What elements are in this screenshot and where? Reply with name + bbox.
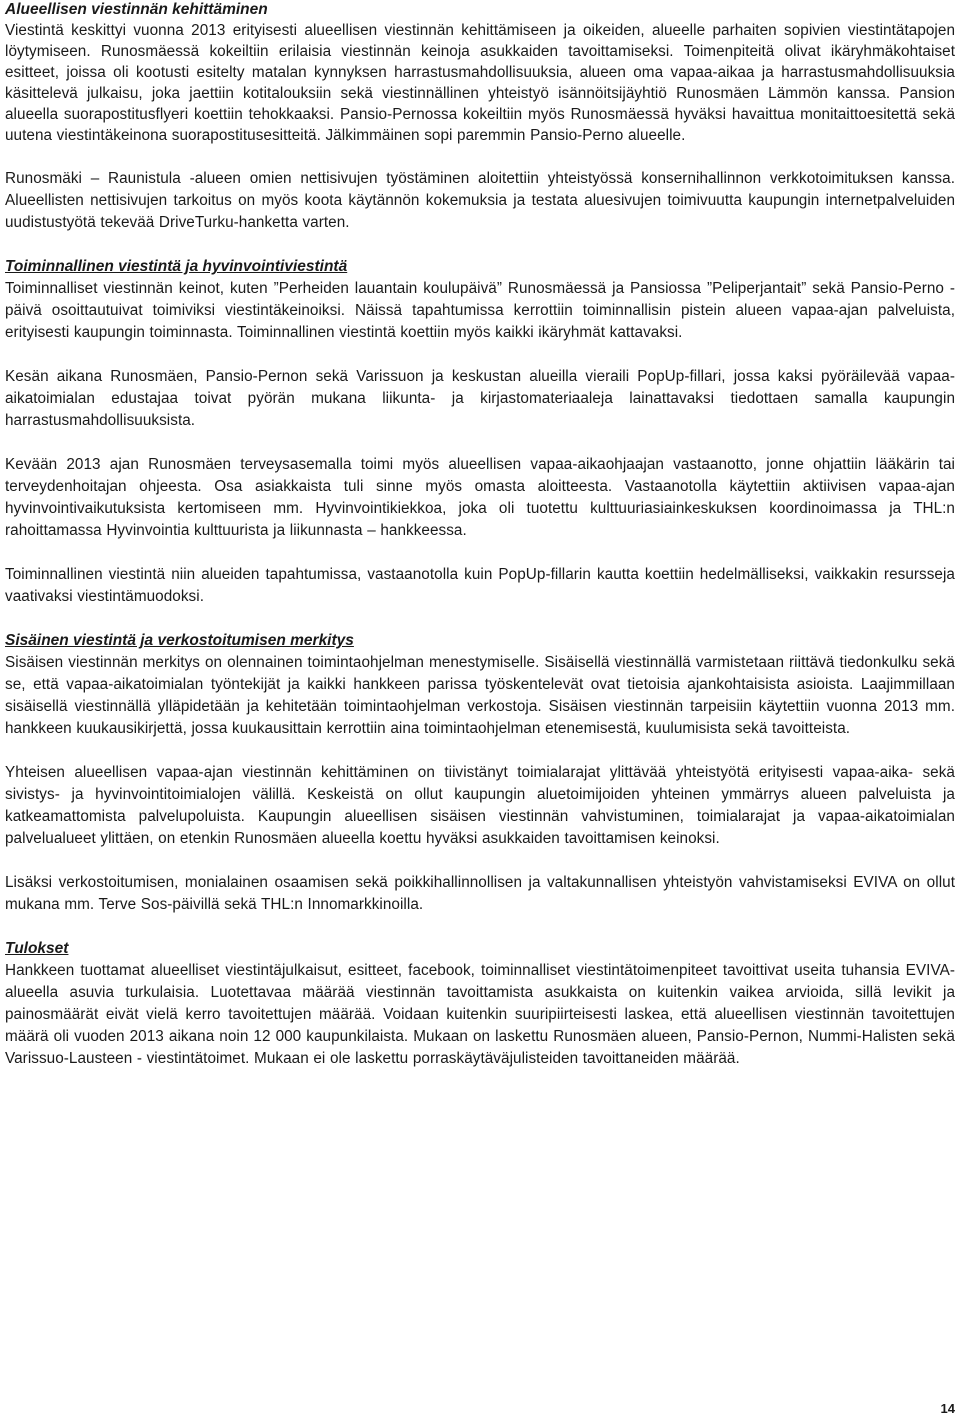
paragraph: Toiminnalliset viestinnän keinot, kuten ”Perheiden lauantain koulupäivä” Runosmäessä ja Pansiossa ”Peliperjantait” sekä Pansio-Perno -päivä osoittautuivat toimiviksi viestintäkeinoiksi. Näissä tapahtumissa kerrottiin toiminnallisin pistein alueen vapaa-ajan palveluista, erityisesti kaupungin toiminnasta. Toiminnallinen viestintä koettiin myös kaikki ikäryhmät kattavaksi. (5, 280, 955, 341)
paragraph: Lisäksi verkostoitumisen, monialainen osaamisen sekä poikkihallinnollisen ja valtakunnallisen yhteistyön vahvistamiseksi EVIVA on ollut mukana mm. Terve Sos-päivillä sekä THL:n Innomarkkinoilla. (5, 874, 955, 913)
paragraph: Hankkeen tuottamat alueelliset viestintäjulkaisut, esitteet, facebook, toiminnalliset viestintätoimenpiteet tavoittivat useita tuhansia EVIVA-alueella asuvia turkulaisia. Luotettavaa määrää viestinnän tavoittamista asukkaista on kuitenkin vaikea arvioida, sillä levikit ja painosmäärät eivät vielä kerro tavoitettujen määrää. Voidaan kuitenkin suuripiirteisesti laskea, että alueellisen viestinnän tavoitettujen määrä oli vuoden 2013 aikana noin 12 000 kaupunkilaista. Mukaan on laskettu Runosmäen alueen, Pansio-Pernon, Nummi-Halisten sekä Varissuo-Lausteen - viestintätoimet. Mukaan ei ole laskettu porraskäytäväjulisteiden tavoittaneiden määrää. (5, 962, 955, 1067)
paragraph: Toiminnallinen viestintä niin alueiden tapahtumissa, vastaanotolla kuin PopUp-fillarin kautta koettiin hedelmälliseksi, vaikkakin resursseja vaativaksi viestintämuodoksi. (5, 566, 955, 605)
paragraph: Sisäisen viestinnän merkitys on olennainen toimintaohjelman menestymiselle. Sisäisellä viestinnällä varmistetaan riittävä tiedonkulku sekä se, että vapaa-aikatoimialan työntekijät ja kaikki hankkeen parissa työskentelevät ovat tietoisia ajankohtaisista asioista. Laajimmillaan sisäisellä viestinnällä ylläpidetään ja kehitetään toimintaohjelman verkostoja. Sisäisen viestinnän tarpeisiin käytettiin vuonna 2013 mm. hankkeen kuukausikirjettä, jossa kuukausittain kerrottiin aina toimintaohjelman etenemisestä, kuulumisista sekä tavoitteista. (5, 654, 955, 737)
paragraph: Viestintä keskittyi vuonna 2013 erityisesti alueellisen viestinnän kehittämiseen ja oikeiden, alueelle parhaiten sopivien viestintätapojen löytymiseen. Runosmäessä kokeiltiin erilaisia viestinnän keinoja asukkaiden tavoittamiseksi. Toimenpiteitä olivat ikäryhmäkohtaiset esitteet, joissa oli kootusti esitelty matalan kynnyksen harrastusmahdollisuuksia, alueen oma vapaa-aikaa ja harrastusmahdollisuuksia käsittelevä julkaisu, joka jaettiin kotitalouksiin sekä viestinnällinen yhteistyö isännöitsijäyhtiö Runosmäen Lämmön kanssa. Pansion alueella suorapostitusflyeri koettiin tehokkaaksi. Pansio-Pernossa kokeiltiin myös Runosmäessä hyväksi havaittua monitaittoesitettä sekä uutena viestintäkeinona suorapostitusesitteitä. Jälkimmäinen sopi paremmin Pansio-Perno alueelle. (5, 22, 955, 144)
section-heading-functional-communication: Toiminnallinen viestintä ja hyvinvointiviestintä (5, 258, 348, 275)
paragraph: Kesän aikana Runosmäen, Pansio-Pernon sekä Varissuon ja keskustan alueilla vieraili PopUp-fillari, jossa kaksi pyöräilevää vapaa-aikatoimialan edustajaa toivat pyörän mukana liikunta- ja kirjastomateriaaleja lainattavaksi tiedottaen samalla kaupungin harrastusmahdollisuuksista. (5, 368, 955, 429)
paragraph: Kevään 2013 ajan Runosmäen terveysasemalla toimi myös alueellisen vapaa-aikaohjaajan vastaanotto, jonne ohjattiin lääkärin tai terveydenhoitajan ohjeesta. Osa asiakkaista tuli sinne myös omasta aloitteesta. Vastaanotolla käytettiin aktiivisen vapaa-ajan hyvinvointivaikutuksista kertomiseen mm. Hyvinvointikiekkoa, joka oli tuotettu kulttuuriasiainkeskuksen koordinoimassa ja THL:n rahoittamassa Hyvinvointia kulttuurista ja liikunnasta – hankkeessa. (5, 456, 955, 539)
page-content (5, 0, 955, 1070)
section-heading-regional-communication: Alueellisen viestinnän kehittäminen (5, 1, 268, 18)
section-heading-results: Tulokset (5, 940, 69, 957)
paragraph: Yhteisen alueellisen vapaa-ajan viestinnän kehittäminen on tiivistänyt toimialarajat ylittävää yhteistyötä erityisesti vapaa-aika- sekä sivistys- ja hyvinvointitoimialojen välillä. Keskeistä on ollut kaupungin aluetoimijoiden yhteinen ymmärrys alueen palveluista ja katkeamattomista palvelupoluista. Kaupungin alueellisen sisäisen viestinnän vahvistuminen, toimialarajat ja vapaa-aikatoimialan palvelualueet ylittäen, on etenkin Runosmäen alueella koettu hyväksi asukkaiden tavoittamisen keinoksi. (5, 764, 955, 847)
page-number: 14 (940, 1401, 955, 1416)
paragraph: Runosmäki – Raunistula -alueen omien nettisivujen työstäminen aloitettiin yhteistyössä konsernihallinnon verkkotoimituksen kanssa. Alueellisten nettisivujen tarkoitus on myös koota käytännön kokemuksia ja testata aluesivujen toimivuutta kaupungin internetpalveluiden uudistustyötä tekevää DriveTurku-hanketta varten. (5, 170, 955, 231)
section-heading-internal-communication: Sisäinen viestintä ja verkostoitumisen merkitys (5, 632, 354, 649)
